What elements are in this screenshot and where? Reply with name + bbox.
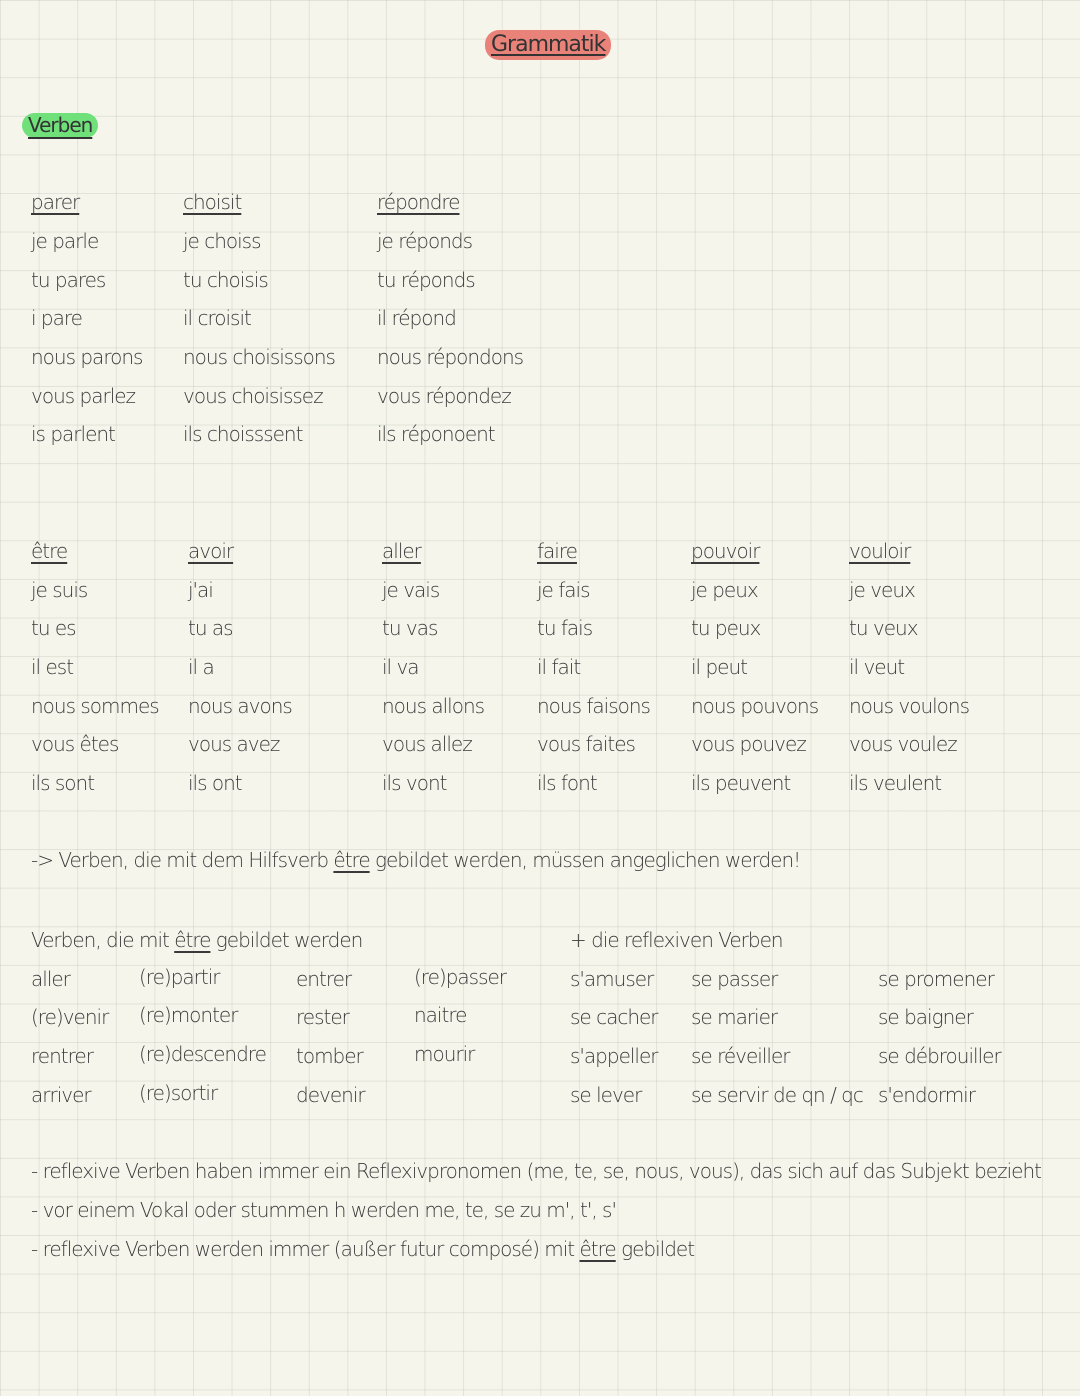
verb-form: je suis <box>31 578 88 602</box>
rule-prefix: - reflexive Verben werden immer (außer futur composé) mit <box>31 1237 580 1261</box>
verb-form: nous faisons <box>537 694 650 718</box>
verb-form: ils choisssent <box>183 422 303 446</box>
note-emph: être <box>333 848 370 872</box>
verb-form: nous pouvons <box>691 694 819 718</box>
verb-form: ils veulent <box>849 771 942 795</box>
verb-infinitive: avoir <box>188 539 234 563</box>
verb-form: ils font <box>537 771 597 795</box>
verb-form: ils peuvent <box>691 771 791 795</box>
verb-form: nous choisissons <box>183 345 335 369</box>
verb-form: vous répondez <box>377 384 511 408</box>
verb-form: nous allons <box>382 694 485 718</box>
verb-form: ils sont <box>31 771 95 795</box>
list-item: s'appeller <box>570 1044 658 1068</box>
list-item: devenir <box>296 1083 365 1107</box>
verb-form: ils ont <box>188 771 242 795</box>
verb-form: i pare <box>31 306 82 330</box>
verb-form: il peut <box>691 655 747 679</box>
list-item: s'amuser <box>570 967 654 991</box>
etre-list-heading <box>31 928 362 952</box>
note-suffix: gebildet werden, müssen angeglichen werden! <box>369 848 801 872</box>
list-item: se lever <box>570 1083 642 1107</box>
verb-form: tu choisis <box>183 268 268 292</box>
verb-form: nous sommes <box>31 694 159 718</box>
list-item: naitre <box>414 1003 467 1027</box>
list-item: s'endormir <box>878 1083 975 1107</box>
verb-form: il croisit <box>183 306 251 330</box>
list-item: se cacher <box>570 1005 658 1029</box>
heading-suffix: gebildet werden <box>210 928 363 952</box>
list-item: (re)venir <box>31 1005 109 1029</box>
verb-form: nous parons <box>31 345 143 369</box>
verb-infinitive: parer <box>31 190 80 214</box>
verb-form: j'ai <box>188 578 213 602</box>
heading-prefix: Verben, die mit <box>31 928 175 952</box>
verb-form: nous répondons <box>377 345 524 369</box>
verb-form: nous voulons <box>849 694 970 718</box>
list-item: se débrouiller <box>878 1044 1001 1068</box>
verb-form: tu as <box>188 616 233 640</box>
list-item: se marier <box>691 1005 778 1029</box>
verb-form: tu fais <box>537 616 593 640</box>
verb-form: il est <box>31 655 74 679</box>
list-item: se servir de qn / qc <box>691 1083 863 1107</box>
verb-infinitive: être <box>31 539 68 563</box>
verb-infinitive: pouvoir <box>691 539 760 563</box>
list-item: (re)monter <box>139 1003 238 1027</box>
verb-infinitive: choisit <box>183 190 242 214</box>
list-item: rentrer <box>31 1044 93 1068</box>
list-item: mourir <box>414 1042 475 1066</box>
verb-form: vous parlez <box>31 384 136 408</box>
list-item: entrer <box>296 967 352 991</box>
verb-form: je veux <box>849 578 915 602</box>
list-item: se baigner <box>878 1005 973 1029</box>
list-item: (re)descendre <box>139 1042 266 1066</box>
note-prefix: -> Verben, die mit dem Hilfsverb <box>31 848 334 872</box>
list-item: rester <box>296 1005 349 1029</box>
verb-form: tu es <box>31 616 76 640</box>
verb-form: je vais <box>382 578 440 602</box>
verb-form: je peux <box>691 578 758 602</box>
verb-form: je parle <box>31 229 99 253</box>
verb-form: tu réponds <box>377 268 475 292</box>
verb-form: il a <box>188 655 214 679</box>
verb-infinitive: faire <box>537 539 577 563</box>
verb-form: vous allez <box>382 732 472 756</box>
list-item: arriver <box>31 1083 91 1107</box>
verb-form: il fait <box>537 655 581 679</box>
verb-form: tu veux <box>849 616 918 640</box>
verb-form: ils réponoent <box>377 422 495 446</box>
list-item: (re)sortir <box>139 1081 218 1105</box>
reflexive-list-heading: + die reflexiven Verben <box>570 928 783 952</box>
verb-form: vous faites <box>537 732 635 756</box>
list-item: se passer <box>691 967 778 991</box>
section-label-verben: Verben <box>22 113 98 138</box>
verb-form: il veut <box>849 655 905 679</box>
verb-form: vous pouvez <box>691 732 806 756</box>
list-item: (re)partir <box>139 965 220 989</box>
verb-form: vous êtes <box>31 732 119 756</box>
verb-form: tu peux <box>691 616 761 640</box>
heading-emph: être <box>174 928 211 952</box>
verb-form: je réponds <box>377 229 473 253</box>
list-item: se promener <box>878 967 994 991</box>
verb-infinitive: vouloir <box>849 539 911 563</box>
list-item: (re)passer <box>414 965 507 989</box>
verb-infinitive: répondre <box>377 190 460 214</box>
verb-form: il répond <box>377 306 456 330</box>
verb-form: je fais <box>537 578 590 602</box>
verb-form: il va <box>382 655 419 679</box>
rule-line: - vor einem Vokal oder stummen h werden me, te, se zu m', t', s' <box>31 1198 616 1222</box>
rule-suffix: gebildet <box>615 1237 695 1261</box>
verb-form: tu vas <box>382 616 438 640</box>
verb-form: tu pares <box>31 268 106 292</box>
etre-agreement-note <box>31 848 800 872</box>
rule-line <box>31 1237 694 1261</box>
verb-form: vous avez <box>188 732 280 756</box>
verb-form: je choiss <box>183 229 261 253</box>
verb-form: ils vont <box>382 771 447 795</box>
verb-form: vous choisissez <box>183 384 323 408</box>
list-item: aller <box>31 967 70 991</box>
list-item: tomber <box>296 1044 363 1068</box>
rule-line: - reflexive Verben haben immer ein Reflexivpronomen (me, te, se, nous, vous), das sich auf das Subjekt bezieht <box>31 1159 1041 1183</box>
page-title: Grammatik <box>485 30 611 60</box>
verb-form: is parlent <box>31 422 115 446</box>
verb-form: vous voulez <box>849 732 957 756</box>
verb-form: nous avons <box>188 694 292 718</box>
list-item: se réveiller <box>691 1044 790 1068</box>
verb-infinitive: aller <box>382 539 421 563</box>
rule-emph: être <box>579 1237 616 1261</box>
